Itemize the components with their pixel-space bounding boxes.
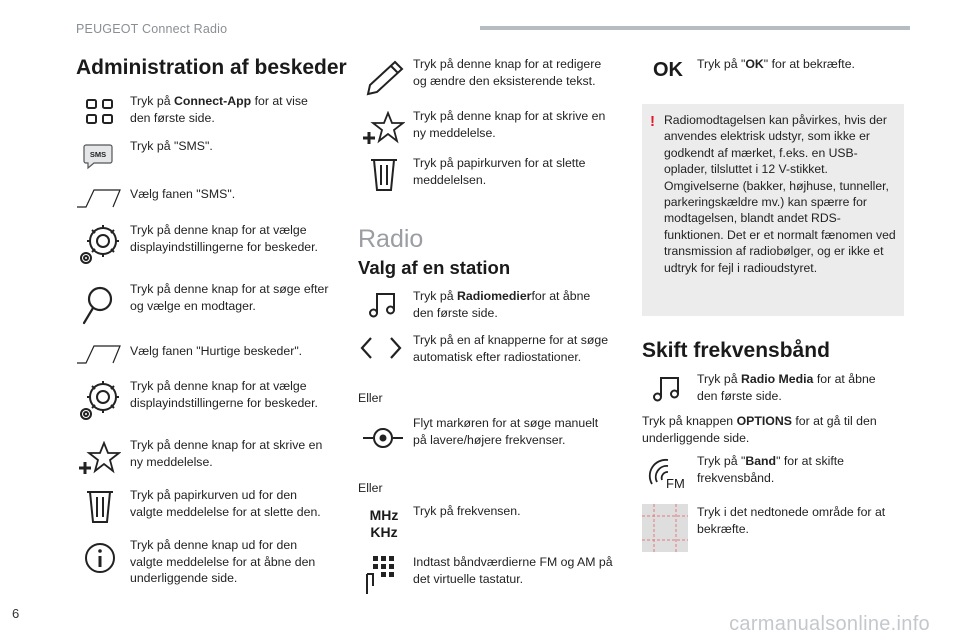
tab-icon <box>76 342 122 366</box>
new-message-step: Tryk på denne knap for at skrive en ny meddelelse. <box>413 109 606 140</box>
section-title-band: Skift frekvensbånd <box>642 339 830 362</box>
header-rule <box>480 26 910 30</box>
warning-icon: ! <box>650 113 655 130</box>
music-note-icon <box>366 290 400 320</box>
settings-gear-icon <box>76 222 122 268</box>
radio-media-band-step: Tryk på Radio Media for at åbne den første side. <box>697 372 876 403</box>
trash-icon <box>84 488 116 526</box>
ok-confirm-step: Tryk på "OK" for at bekræfte. <box>697 57 855 71</box>
msg-step-1: Tryk på Connect-App for at vise den første side. <box>130 94 308 125</box>
fm-label: FM <box>666 476 685 491</box>
msg-step-8: Tryk på denne knap for at skrive en ny meddelelse. <box>130 438 323 469</box>
msg-step-3: Vælg fanen "SMS". <box>130 187 236 201</box>
band-switch-step: Tryk på "Band" for at skifte frekvensbånd. <box>697 454 844 485</box>
grey-area-icon <box>642 504 688 552</box>
prev-next-arrows-icon <box>358 334 404 362</box>
tab-icon <box>76 186 122 210</box>
ok-icon <box>646 58 690 82</box>
pencil-icon <box>362 58 406 98</box>
delete-message-step: Tryk på papirkurven for at slette meddelelsen. <box>413 156 586 187</box>
frequency-unit-icon <box>366 504 402 544</box>
msg-step-4: Tryk på denne knap for at vælge displayindstillingerne for beskeder. <box>130 223 318 254</box>
subsection-title-station: Valg af en station <box>358 257 511 278</box>
fm-band-icon <box>646 454 690 494</box>
music-note-icon <box>650 374 684 404</box>
page-number: 6 <box>12 606 20 621</box>
search-icon <box>80 284 116 328</box>
warning-text: Radiomodtagelsen kan påvirkes, hvis der anvendes elektrisk udstyr, som ikke er godkendt af mærket, f.eks. en USB-oplader, tilsluttet i 12 V-stikket. Omgivelserne (bakker, højhuse, tunneller, parkeringskældre mv.) kan spærre for modtagelsen, blandt andet RDS-funktionen. Det er et normalt fænomen ved transmission af radiobølger, og er ikke et udtryk for fejl i radioudstyret. <box>664 113 896 275</box>
radio-media-step: Tryk på Radiomedierfor at åbne den første side. <box>413 289 591 320</box>
auto-search-step: Tryk på en af knapperne for at søge automatisk efter radiostationer. <box>413 333 609 364</box>
watermark: carmanualsonline.info <box>729 613 930 635</box>
new-message-star-icon <box>78 440 122 476</box>
svg-text:SMS: SMS <box>89 150 107 159</box>
manual-search-step: Flyt markøren for at søge manuelt på lavere/højere frekvenser. <box>413 416 599 447</box>
options-step: Tryk på knappen OPTIONS for at gå til den underliggende side. <box>642 414 877 445</box>
edit-text-step: Tryk på denne knap for at redigere og ændre den eksisterende tekst. <box>413 57 602 88</box>
khz-label: KHz <box>370 524 398 540</box>
msg-step-2: Tryk på "SMS". <box>130 139 213 153</box>
section-title-radio: Radio <box>358 225 424 253</box>
header-title: PEUGEOT Connect Radio <box>76 22 228 36</box>
new-message-star-icon <box>362 110 406 146</box>
apps-grid-icon <box>82 96 118 128</box>
keypad-step: Indtast båndværdierne FM og AM på det virtuelle tastatur. <box>413 555 613 586</box>
keypad-hand-icon <box>364 552 404 598</box>
msg-step-10: Tryk på denne knap ud for den valgte meddelelse for at åbne den underliggende side. <box>130 538 316 585</box>
or-label: Eller <box>358 391 383 405</box>
frequency-slider-icon <box>360 424 406 452</box>
settings-gear-icon <box>76 378 122 424</box>
warning-box <box>642 104 904 316</box>
or-label: Eller <box>358 481 383 495</box>
ok-label: OK <box>653 58 683 81</box>
tap-frequency-step: Tryk på frekvensen. <box>413 504 521 518</box>
msg-step-7: Tryk på denne knap for at vælge displayindstillingerne for beskeder. <box>130 379 318 410</box>
sms-icon <box>80 140 116 172</box>
info-icon <box>82 540 118 576</box>
section-title-messages: Administration af beskeder <box>76 56 347 79</box>
msg-step-6: Vælg fanen "Hurtige beskeder". <box>130 344 303 358</box>
trash-icon <box>368 156 400 194</box>
msg-step-9: Tryk på papirkurven ud for den valgte meddelelse for at slette den. <box>130 488 321 519</box>
grey-area-step: Tryk i det nedtonede område for at bekræfte. <box>697 505 886 536</box>
mhz-label: MHz <box>369 507 399 523</box>
msg-step-5: Tryk på denne knap for at søge efter og vælge en modtager. <box>130 282 329 313</box>
